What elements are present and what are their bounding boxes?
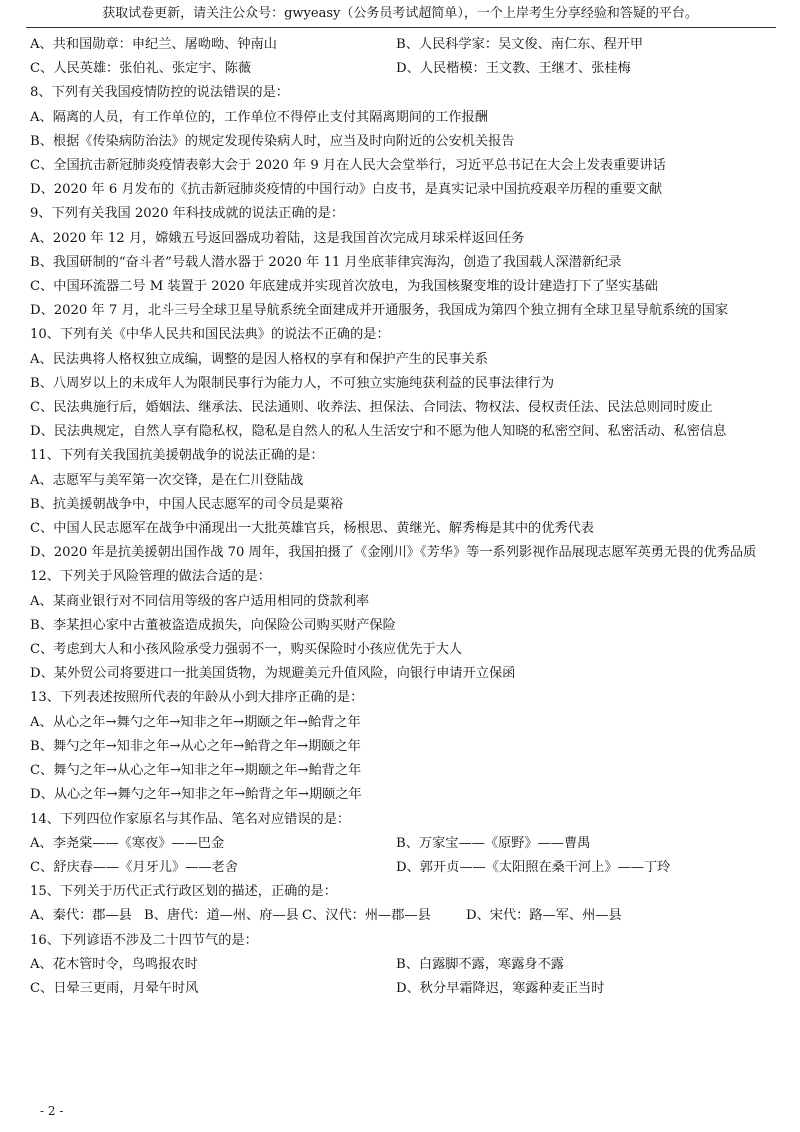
- option-line: [30, 783, 775, 807]
- option-right: [396, 953, 775, 977]
- question-stem: [30, 808, 775, 832]
- option-text: B、我国研制的“奋斗者”号载人潜水器于 2020 年 11 月坐底菲律宾海沟，创造了我国载人深潜新纪录: [30, 254, 622, 270]
- option-line: [30, 662, 775, 686]
- option-line: [30, 275, 775, 299]
- option-cell: [302, 904, 466, 928]
- option-text: A、民法典将人格权独立成编，调整的是因人格权的享有和保护产生的民事关系: [30, 351, 488, 367]
- option-text: D、宋代：路—军、州—县: [466, 908, 622, 924]
- question-stem: [30, 202, 775, 226]
- option-text: A、志愿军与美军第一次交锋，是在仁川登陆战: [30, 472, 304, 488]
- option-text: A、花木管时令，鸟鸣报农时: [30, 956, 198, 972]
- option-line: [30, 735, 775, 759]
- option-text: C、中国环流器二号 M 装置于 2020 年底建成并实现首次放电，为我国核聚变堆的设计建造打下了坚实基础: [30, 279, 658, 295]
- option-right: [396, 33, 775, 57]
- option-text: D、郭开贞——《太阳照在桑干河上》——丁玲: [396, 859, 671, 875]
- option-text: B、白露脚不露，寒露身不露: [396, 956, 564, 972]
- option-cell: [466, 904, 775, 928]
- option-row: [30, 904, 775, 928]
- option-text: B、舞勺之年→知非之年→从心之年→鲐背之年→期颐之年: [30, 738, 361, 754]
- option-text: B、唐代：道—州、府—县: [144, 908, 299, 924]
- option-line: [30, 299, 775, 323]
- option-row: [30, 57, 775, 81]
- option-left: [30, 856, 396, 880]
- option-left: [30, 33, 396, 57]
- option-left: [30, 977, 396, 1001]
- option-text: D、2020 年 7 月，北斗三号全球卫星导航系统全面建成并开通服务，我国成为第四个独立拥有全球卫星导航系统的国家: [30, 303, 729, 319]
- option-line: [30, 396, 775, 420]
- option-line: [30, 130, 775, 154]
- option-text: D、秋分早霜降迟，寒露种麦正当时: [396, 980, 605, 996]
- option-line: [30, 227, 775, 251]
- option-line: [30, 493, 775, 517]
- option-text: B、抗美援朝战争中，中国人民志愿军的司令员是粟裕: [30, 496, 344, 512]
- option-text: B、李某担心家中古董被盗造成损失，向保险公司购买财产保险: [30, 617, 396, 633]
- option-text: D、2020 年 6 月发布的《抗击新冠肺炎疫情的中国行动》白皮书，是真实记录中国抗疫艰辛历程的重要文献: [30, 182, 663, 198]
- question-text: 12、下列关于风险管理的做法合适的是：: [30, 569, 271, 585]
- option-text: C、民法典施行后，婚姻法、继承法、民法通则、收养法、担保法、合同法、物权法、侵权责任法、民法总则同时废止: [30, 400, 713, 416]
- option-text: B、八周岁以上的未成年人为限制民事行为能力人，不可独立实施纯获利益的民事法律行为: [30, 375, 554, 391]
- option-text: D、2020 年是抗美援朝出国作战 70 周年，我国拍摄了《金刚川》《芳华》等一系列影视作品展现志愿军英勇无畏的优秀品质: [30, 545, 757, 561]
- option-row: [30, 832, 775, 856]
- option-line: [30, 251, 775, 275]
- option-right: [396, 832, 775, 856]
- question-stem: [30, 929, 775, 953]
- option-line: [30, 106, 775, 130]
- option-text: B、人民科学家：吴文俊、南仁东、程开甲: [396, 37, 644, 52]
- question-text: 14、下列四位作家原名与其作品、笔名对应错误的是：: [30, 811, 351, 827]
- question-content: [30, 33, 775, 1001]
- option-line: [30, 469, 775, 493]
- option-cell: [144, 904, 302, 928]
- option-line: [30, 711, 775, 735]
- option-text: D、民法典规定，自然人享有隐私权，隐私是自然人的私人生活安宁和不愿为他人知晓的私密空间、私密活动、私密信息: [30, 424, 727, 440]
- option-line: [30, 154, 775, 178]
- option-right: [396, 977, 775, 1001]
- question-text: 15、下列关于历代正式行政区划的描述，正确的是：: [30, 884, 337, 900]
- page-number: - 2 -: [40, 1104, 64, 1118]
- option-text: D、从心之年→舞勺之年→知非之年→鲐背之年→期颐之年: [30, 787, 362, 803]
- option-text: D、人民楷模：王文教、王继才、张桂梅: [396, 61, 631, 77]
- question-text: 10、下列有关《中华人民共和国民法典》的说法不正确的是：: [30, 327, 390, 343]
- option-line: [30, 759, 775, 783]
- option-text: B、根据《传染病防治法》的规定发现传染病人时，应当及时向附近的公安机关报告: [30, 133, 515, 149]
- option-left: [30, 57, 396, 81]
- option-right: [396, 856, 775, 880]
- option-text: A、李尧棠——《寒夜》——巴金: [30, 835, 225, 851]
- header-rule: [26, 27, 776, 28]
- option-text: C、中国人民志愿军在战争中涌现出一大批英雄官兵，杨根思、黄继光、解秀梅是其中的优秀代表: [30, 521, 594, 537]
- option-line: [30, 590, 775, 614]
- option-cell: [30, 904, 144, 928]
- option-line: [30, 420, 775, 444]
- option-text: A、从心之年→舞勺之年→知非之年→期颐之年→鲐背之年: [30, 714, 361, 730]
- option-text: D、某外贸公司将要进口一批美国货物，为规避美元升值风险，向银行申请开立保函: [30, 666, 516, 682]
- question-stem: [30, 880, 775, 904]
- option-text: A、隔离的人员，有工作单位的，工作单位不得停止支付其隔离期间的工作报酬: [30, 109, 488, 125]
- option-text: B、万家宝——《原野》——曹禺: [396, 835, 591, 851]
- question-text: 13、下列表述按照所代表的年龄从小到大排序正确的是：: [30, 690, 364, 706]
- question-stem: [30, 444, 775, 468]
- option-row: [30, 953, 775, 977]
- option-line: [30, 541, 775, 565]
- option-text: C、日晕三更雨，月晕午时风: [30, 980, 199, 996]
- option-left: [30, 953, 396, 977]
- option-text: C、舞勺之年→从心之年→知非之年→期颐之年→鲐背之年: [30, 763, 362, 779]
- question-text: 8、下列有关我国疫情防控的说法错误的是：: [30, 85, 289, 101]
- option-right: [396, 57, 775, 81]
- page-footer: [40, 1104, 63, 1118]
- question-stem: [30, 323, 775, 347]
- option-row: [30, 977, 775, 1001]
- option-text: A、某商业银行对不同信用等级的客户适用相同的贷款利率: [30, 593, 370, 609]
- question-stem: [30, 565, 775, 589]
- header-text: 获取试卷更新，请关注公众号：gwyeasy（公务员考试超简单），一个上岸考生分享经验和答疑的平台。: [102, 6, 698, 21]
- option-line: [30, 178, 775, 202]
- option-line: [30, 614, 775, 638]
- option-row: [30, 33, 775, 57]
- option-text: C、全国抗击新冠肺炎疫情表彰大会于 2020 年 9 月在人民大会堂举行，习近平总书记在大会上发表重要讲话: [30, 158, 666, 174]
- option-text: A、2020 年 12 月，嫦娥五号返回器成功着陆，这是我国首次完成月球采样返回任务: [30, 230, 525, 246]
- option-line: [30, 348, 775, 372]
- option-text: C、人民英雄：张伯礼、张定宇、陈薇: [30, 61, 252, 77]
- option-line: [30, 638, 775, 662]
- option-text: A、秦代：郡—县: [30, 908, 132, 924]
- page-header: [0, 6, 800, 22]
- option-text: C、舒庆春——《月牙儿》——老舍: [30, 859, 238, 875]
- option-left: [30, 832, 396, 856]
- option-text: C、汉代：州—郡—县: [302, 908, 431, 924]
- option-row: [30, 856, 775, 880]
- question-stem: [30, 81, 775, 105]
- question-text: 11、下列有关我国抗美援朝战争的说法正确的是：: [30, 448, 324, 464]
- option-text: A、共和国勋章：申纪兰、屠呦呦、钟南山: [30, 37, 277, 52]
- option-line: [30, 372, 775, 396]
- question-text: 9、下列有关我国 2020 年科技成就的说法正确的是：: [30, 206, 345, 222]
- option-line: [30, 517, 775, 541]
- question-stem: [30, 686, 775, 710]
- option-text: C、考虑到大人和小孩风险承受力强弱不一，购买保险时小孩应优先于大人: [30, 642, 463, 658]
- question-text: 16、下列谚语不涉及二十四节气的是：: [30, 932, 258, 948]
